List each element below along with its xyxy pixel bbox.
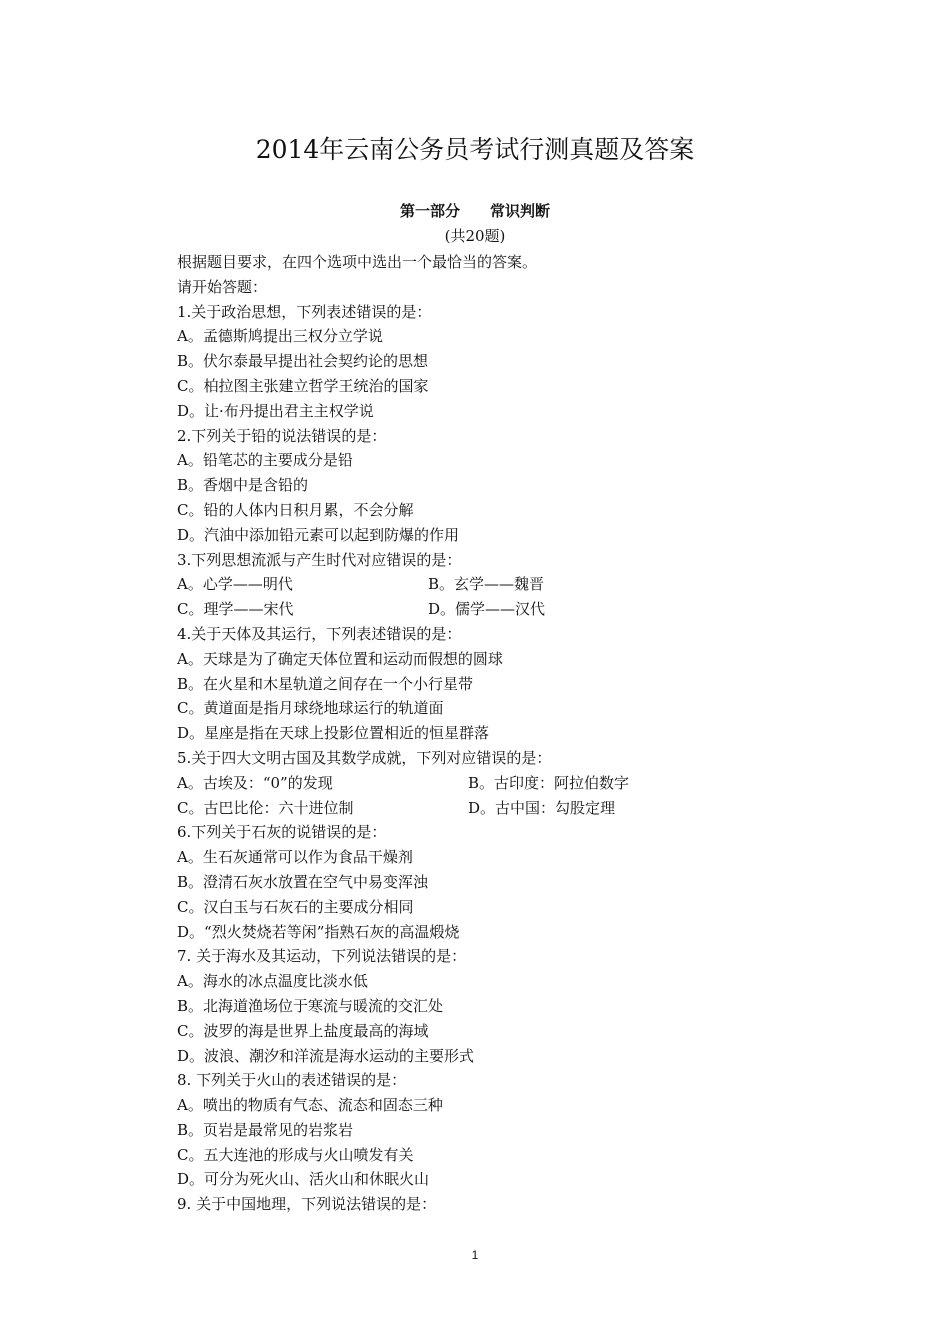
option: D。星座是指在天球上投影位置相近的恒星群落 — [177, 724, 490, 743]
option: D。让·布丹提出君主主权学说 — [177, 401, 374, 420]
option: B。伏尔泰最早提出社会契约论的思想 — [177, 352, 429, 371]
option: D。古中国：勾股定理 — [468, 798, 616, 817]
option: A。天球是为了确定天体位置和运动而假想的圆球 — [177, 649, 503, 668]
option: A。古埃及：“0”的发现 — [177, 773, 333, 792]
option: C。古巴比伦：六十进位制 — [177, 798, 354, 817]
option: A。孟德斯鸠提出三权分立学说 — [177, 327, 383, 346]
option: D。汽油中添加铅元素可以起到防爆的作用 — [177, 525, 460, 544]
question-stem: 6.下列关于石灰的说错误的是： — [177, 823, 387, 842]
option: D。“烈火焚烧若等闲”指熟石灰的高温煅烧 — [177, 922, 460, 941]
question-stem: 3.下列思想流派与产生时代对应错误的是： — [177, 550, 462, 569]
option: D。儒学——汉代 — [428, 600, 546, 619]
document-title: 2014年云南公务员考试行测真题及答案 — [255, 135, 695, 164]
option: B。澄清石灰水放置在空气中易变浑浊 — [177, 872, 429, 891]
question-stem: 2.下列关于铅的说法错误的是： — [177, 426, 387, 445]
option-row — [177, 572, 797, 597]
document-body — [177, 250, 797, 1217]
option: C。柏拉图主张建立哲学王统治的国家 — [177, 376, 429, 395]
option: B。玄学——魏晋 — [428, 575, 545, 594]
instruction-text: 根据题目要求，在四个选项中选出一个最恰当的答案。 — [177, 253, 538, 271]
option: B。页岩是最常见的岩浆岩 — [177, 1120, 354, 1139]
option: A。生石灰通常可以作为食品干燥剂 — [177, 848, 413, 867]
option: B。香烟中是含铅的 — [177, 476, 309, 495]
page-number: 1 — [471, 1248, 479, 1262]
option: B。古印度：阿拉伯数字 — [468, 773, 630, 792]
question-stem: 1.关于政治思想，下列表述错误的是： — [177, 302, 432, 321]
option: D。波浪、潮汐和洋流是海水运动的主要形式 — [177, 1046, 475, 1065]
section-heading: 第一部分 常识判断 — [399, 202, 550, 220]
option: C。五大连池的形成与火山喷发有关 — [177, 1145, 414, 1164]
option: B。在火星和木星轨道之间存在一个小行星带 — [177, 674, 474, 693]
question-stem: 9. 关于中国地理，下列说法错误的是： — [177, 1195, 437, 1214]
section-question-count: (共20题) — [444, 227, 506, 245]
question-stem: 4.关于天体及其运行，下列表述错误的是： — [177, 624, 462, 643]
option: D。可分为死火山、活火山和休眠火山 — [177, 1170, 430, 1189]
option: A。心学——明代 — [177, 575, 293, 594]
option: C。波罗的海是世界上盐度最高的海域 — [177, 1021, 429, 1040]
option: C。理学——宋代 — [177, 600, 294, 619]
option: C。铅的人体内日积月累，不会分解 — [177, 500, 414, 519]
option: C。汉白玉与石灰石的主要成分相同 — [177, 897, 414, 916]
option: A。海水的冰点温度比淡水低 — [177, 972, 368, 991]
option: A。喷出的物质有气态、流态和固态三种 — [177, 1096, 443, 1115]
question-stem: 8. 下列关于火山的表述错误的是： — [177, 1071, 407, 1090]
option-row — [177, 597, 797, 622]
start-prompt: 请开始答题： — [177, 277, 268, 296]
question-stem: 7. 关于海水及其运动，下列说法错误的是： — [177, 947, 467, 966]
option-row — [177, 796, 797, 821]
option: C。黄道面是指月球绕地球运行的轨道面 — [177, 699, 444, 718]
option-row — [177, 771, 797, 796]
option: B。北海道渔场位于寒流与暖流的交汇处 — [177, 996, 444, 1015]
question-stem: 5.关于四大文明古国及其数学成就，下列对应错误的是： — [177, 748, 552, 767]
option: A。铅笔芯的主要成分是铅 — [177, 451, 353, 470]
